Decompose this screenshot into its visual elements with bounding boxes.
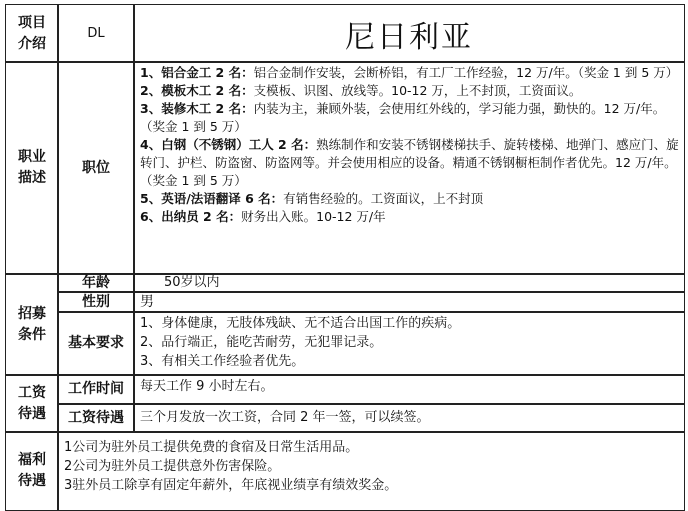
basic-requirements-list xyxy=(133,311,685,376)
welfare-list xyxy=(57,431,685,511)
job-item xyxy=(140,190,680,208)
welfare-item: 2公司为驻外员工提供意外伤害保险。 xyxy=(64,459,281,474)
welfare-item: 3驻外员工除享有固定年薪外，年底视业绩享有绩效奖金。 xyxy=(64,478,398,493)
age-value: 50岁以内 xyxy=(133,273,685,293)
job-title: 1、铝合金工 2 名： xyxy=(140,65,254,80)
job-item xyxy=(140,100,680,136)
job-desc: 支模板、识图、放线等。10-12 万，上不封顶，工资面议。 xyxy=(253,83,582,98)
job-desc: 内装为主，兼顾外装，会使用红外线的，学习能力强，勤快的。12 万/年。（奖金 1 到 5 万） xyxy=(140,101,666,134)
job-desc: 财务出入账。10-12 万/年 xyxy=(241,209,386,224)
job-desc: 铝合金制作安装，会断桥铝，有工厂工作经验，12 万/年。（奖金 1 到 5 万） xyxy=(253,65,679,80)
project-country-title: 尼日利亚 xyxy=(133,4,685,63)
job-title: 2、模板木工 2 名： xyxy=(140,83,254,98)
job-title: 6、出纳员 2 名： xyxy=(140,209,242,224)
job-item xyxy=(140,208,680,226)
requirement-item: 1、身体健康，无肢体残缺、无不适合出国工作的疾病。 xyxy=(140,316,461,331)
work-hours-label: 工作时间 xyxy=(57,374,135,405)
job-title: 3、装修木工 2 名： xyxy=(140,101,254,116)
section-label-recruit: 招募条件 xyxy=(5,273,59,376)
project-code: DL xyxy=(57,4,135,63)
requirement-item: 2、品行端正，能吃苦耐劳，无犯罪记录。 xyxy=(140,335,383,350)
job-item xyxy=(140,64,680,82)
job-title: 4、白钢（不锈钢）工人 2 名： xyxy=(140,137,317,152)
age-label: 年龄 xyxy=(57,273,135,293)
pay-value: 三个月发放一次工资，合同 2 年一签，可以续签。 xyxy=(133,403,685,433)
column-label-position: 职位 xyxy=(57,61,135,275)
gender-value: 男 xyxy=(133,291,685,313)
job-item xyxy=(140,136,680,190)
section-label-salary: 工资待遇 xyxy=(5,374,59,433)
job-list xyxy=(133,61,685,275)
welfare-item: 1公司为驻外员工提供免费的食宿及日常生活用品。 xyxy=(64,440,359,455)
pay-label: 工资待遇 xyxy=(57,403,135,433)
section-label-welfare: 福利待遇 xyxy=(5,431,59,511)
requirement-item: 3、有相关工作经验者优先。 xyxy=(140,354,305,369)
job-desc: 熟练制作和安装不锈钢楼梯扶手、旋转楼梯、地弹门、感应门、旋转门、护栏、防盗窗、防盗网等。并会使用相应的设备。精通不锈钢橱柜制作者优先。12 万/年。（奖金 1 到 5 万） xyxy=(140,137,679,188)
section-label-project: 项目介绍 xyxy=(5,4,59,63)
gender-label: 性别 xyxy=(57,291,135,313)
section-label-jobs: 职业描述 xyxy=(5,61,59,275)
work-hours-value: 每天工作 9 小时左右。 xyxy=(133,374,685,405)
job-item xyxy=(140,82,680,100)
job-desc: 有销售经验的。工资面议，上不封顶 xyxy=(283,191,484,206)
basic-requirements-label: 基本要求 xyxy=(57,311,135,376)
job-title: 5、英语/法语翻译 6 名： xyxy=(140,191,284,206)
